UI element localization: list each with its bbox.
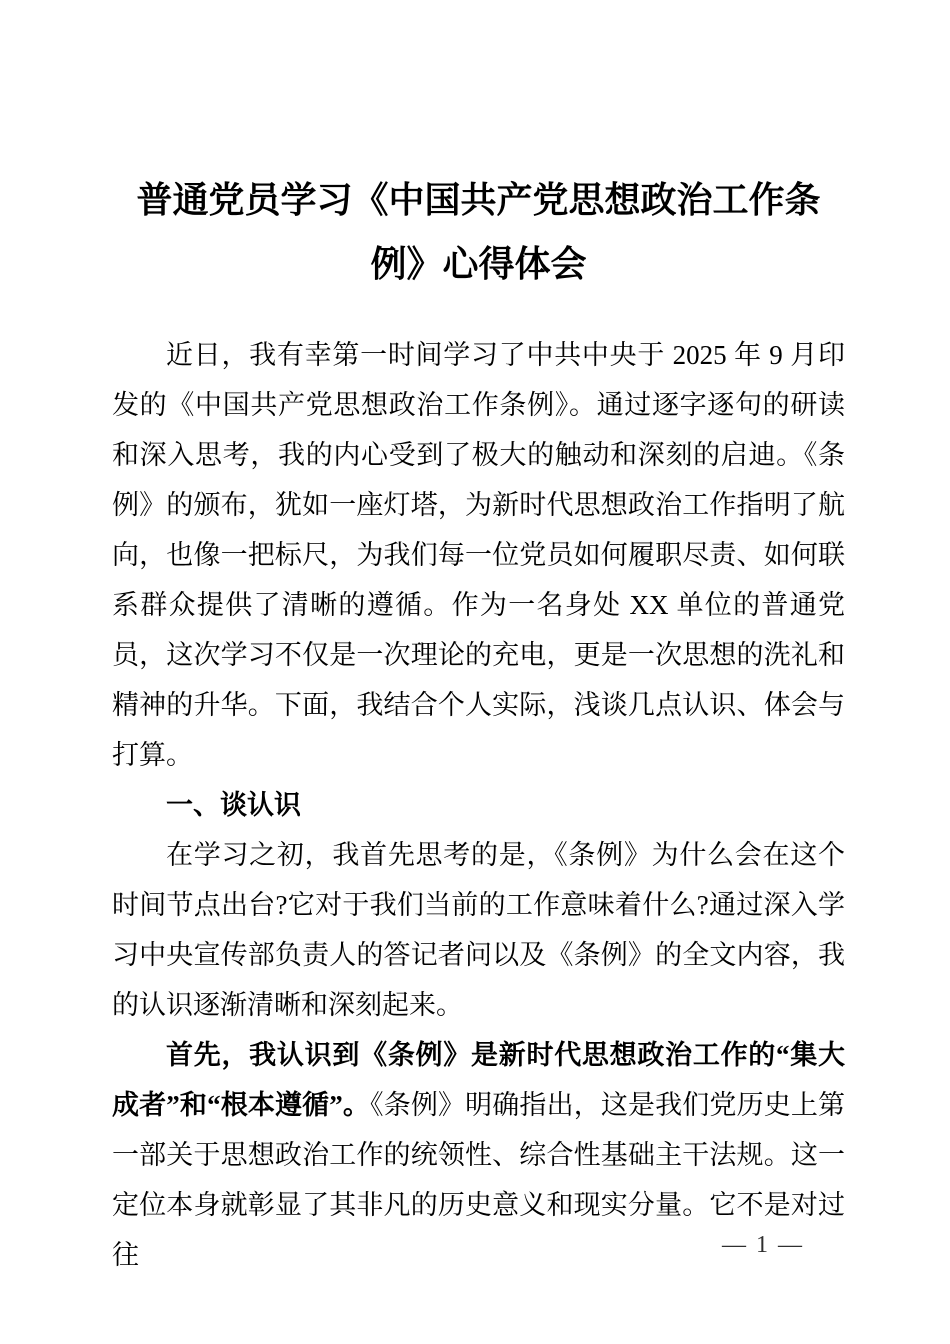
paragraph-intro: 近日，我有幸第一时间学习了中共中央于 2025 年 9 月印发的《中国共产党思想政治工作条例》。通过逐字逐句的研读和深入思考，我的内心受到了极大的触动和深刻的启迪。《条例》的颁布，犹如一座灯塔，为新时代思想政治工作指明了航向，也像一把标尺，为我们每一位党员如何履职尽责、如何联系群众提供了清晰的遵循。作为一名身处 XX 单位的普通党员，这次学习不仅是一次理论的充电，更是一次思想的洗礼和精神的升华。下面，我结合个人实际，浅谈几点认识、体会与打算。 (112, 340, 845, 770)
paragraph-first-point-lead: 首先，我认识到《条例》是新时代思想政治工作的“集大成者”和“根本遵循”。 (112, 1040, 845, 1120)
paragraph-first-point-rest: 《条例》明确指出，这是我们党历史上第一部关于思想政治工作的统领性、综合性基础主干法规。这一定位本身就彰显了其非凡的历史意义和现实分量。它不是对过往 (112, 1090, 846, 1270)
section-heading-recognition: 一、谈认识 (166, 790, 301, 820)
paragraph-initial-thoughts: 在学习之初，我首先思考的是，《条例》为什么会在这个时间节点出台?它对于我们当前的工作意味着什么?通过深入学习中央宣传部负责人的答记者问以及《条例》的全文内容，我的认识逐渐清晰和深刻起来。 (112, 840, 845, 1020)
document-title: 普通党员学习《中国共产党思想政治工作条例》心得体会 (136, 179, 821, 284)
page-number: — 1 — (722, 1232, 804, 1258)
